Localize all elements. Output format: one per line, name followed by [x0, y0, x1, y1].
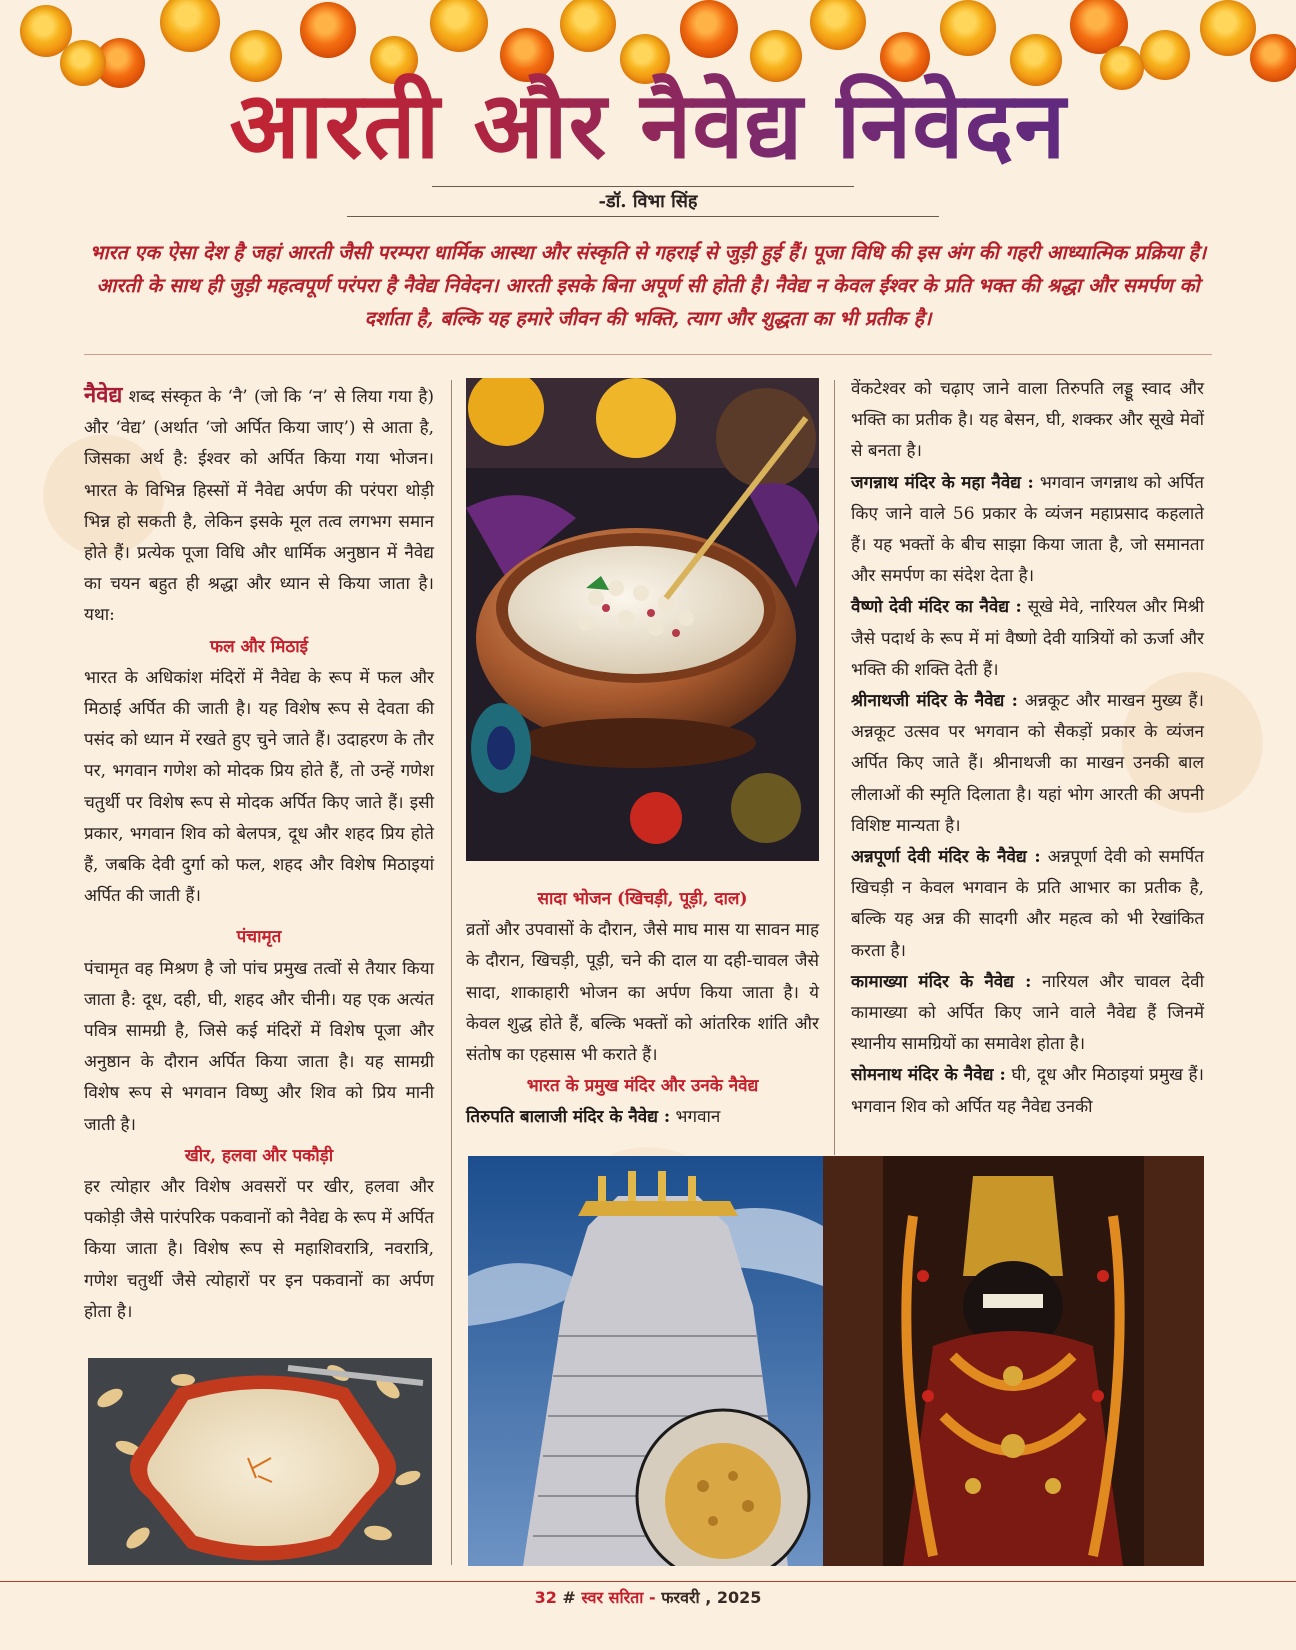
- magazine-name: स्वर सरिता: [581, 1588, 644, 1607]
- balaji-idol-image: [823, 1156, 1204, 1566]
- subheading-simple-food: सादा भोजन (खिचड़ी, पूड़ी, दाल): [537, 889, 748, 909]
- col2-paragraph-2: भगवान: [670, 1107, 721, 1128]
- marigold-flower: [810, 0, 866, 50]
- intro-rule: [84, 354, 1212, 355]
- drop-word: नैवेद्य: [84, 382, 123, 408]
- marigold-flower: [560, 0, 616, 52]
- column-1: [84, 380, 434, 1328]
- marigold-flower: [940, 0, 996, 56]
- col3-paragraph-6: नारियल और चावल देवी कामाख्या को अर्पित किए जाने वाले नैवेद्य हैं जिनमें स्थानीय सामग्रियों का समावेश होता है।: [851, 971, 1204, 1055]
- col3-paragraph-3: सूखे मेवे, नारियल और मिश्री जैसे पदार्थ के रूप में मां वैष्णो देवी यात्रियों को ऊर्जा और भक्ति की शक्ति देती हैं।: [851, 597, 1204, 680]
- page-title: आरती और नैवेद्य निवेदन: [0, 70, 1296, 180]
- marigold-flower: [300, 2, 356, 58]
- footer-hash: #: [556, 1588, 582, 1607]
- marigold-flower: [430, 0, 488, 52]
- col3-paragraph-2: भगवान जगन्नाथ को अर्पित किए जाने वाले 56 प्रकार के व्यंजन महाप्रसाद कहलाते हैं। यह भक्तों के बीच साझा किया जाता है, जो समानता और समर्पण का संदेश देता है।: [851, 472, 1205, 587]
- column-divider-left: [451, 380, 452, 1565]
- temple-gopuram-photo: [468, 1156, 823, 1566]
- footer-dash: -: [643, 1588, 662, 1607]
- col3-paragraph-5: अन्नपूर्णा देवी को समर्पित खिचड़ी न केवल भगवान के प्रति आभार का प्रतीक है, बल्कि यह अन्न की सादगी और महत्व को भी रेखांकित करता है।: [851, 847, 1204, 961]
- shrinathji-label: श्रीनाथजी मंदिर के नैवेद्य :: [851, 691, 1018, 712]
- somnath-label: सोमनाथ मंदिर के नैवेद्य :: [851, 1065, 1006, 1086]
- column-2: [466, 884, 819, 1134]
- vaishno-devi-label: वैष्णो देवी मंदिर का नैवेद्य :: [851, 597, 1022, 618]
- temple-gopuram-image: [468, 1156, 823, 1566]
- col1-paragraph-1: शब्द संस्कृत के ‘नै’ (जो कि ‘न’ से लिया गया है) और ‘वेद्य’ (अर्थात ‘जो अर्पित किया जाए’) से आता है, जिसका अर्थ है: ईश्वर को अर्पित किया गया भोजन। भारत के विभिन्न हिस्सों में नैवेद्य अर्पण की परंपरा थोड़ी भिन्न हो सकती है, लेकिन इसके मूल तत्व लगभग समान होते हैं। प्रत्येक पूजा विधि और धार्मिक अनुष्ठान में नैवेद्य का चयन बहुत ही श्रद्धा और ध्यान से किया जाता है। यथा:: [84, 387, 434, 626]
- column-divider-right: [834, 380, 835, 1155]
- subheading-fruits-sweets: फल और मिठाई: [209, 636, 308, 657]
- marigold-flower: [160, 0, 220, 52]
- marigold-flower: [1200, 0, 1256, 56]
- page-number: 32: [534, 1588, 557, 1607]
- kamakhya-label: कामाख्या मंदिर के नैवेद्य :: [851, 971, 1032, 992]
- jagannath-label: जगन्नाथ मंदिर के महा नैवेद्य :: [851, 472, 1034, 493]
- kheer-bowl-photo: [88, 1358, 432, 1565]
- tirupati-balaji-photo: [823, 1156, 1204, 1566]
- col3-paragraph-7: घी, दूध और मिठाइयां प्रमुख हैं। भगवान शिव को अर्पित यह नैवेद्य उनकी: [851, 1065, 1204, 1117]
- issue-date: फरवरी , 2025: [661, 1588, 762, 1607]
- col3-paragraph-4: अन्नकूट और माखन मुख्य हैं। अन्नकूट उत्सव पर भगवान को सैकड़ों प्रकार के व्यंजन अर्पित किए जाते हैं। श्रीनाथजी का माखन उनकी बाल लीलाओं की स्मृति दिलाता है। यहां भोग आरती की अपनी विशिष्ट मान्यता है।: [851, 691, 1204, 836]
- byline-rule-bottom: [347, 216, 939, 217]
- annapurna-label: अन्नपूर्णा देवी मंदिर के नैवेद्य :: [851, 847, 1041, 868]
- footer-rule: [0, 1581, 1296, 1582]
- column-3: [851, 374, 1204, 1123]
- subheading-major-temples: भारत के प्रमुख मंदिर और उनके नैवेद्य: [526, 1076, 759, 1097]
- intro-paragraph: भारत एक ऐसा देश है जहां आरती जैसी परम्परा धार्मिक आस्था और संस्कृति से गहराई से जुड़ी हुई हैं। पूजा विधि की इस अंग की गहरी आध्यात्मिक प्रक्रिया है। आरती के साथ ही जुड़ी महत्वपूर्ण परंपरा है नैवेद्य निवेदन। आरती इसके बिना अपूर्ण सी होती है। नैवेद्य न केवल ईश्वर के प्रति भक्त की श्रद्धा और समर्पण को दर्शाता है, बल्कि यह हमारे जीवन की भक्ति, त्याग और शुद्धता का भी प्रतीक है।: [89, 241, 1207, 330]
- author-byline: -डॉ. विभा सिंह: [598, 191, 698, 212]
- subheading-panchamrit: पंचामृत: [236, 927, 282, 948]
- kheer-bowl-image: [88, 1358, 432, 1565]
- col2-paragraph-1: व्रतों और उपवासों के दौरान, जैसे माघ मास या सावन माह के दौरान, खिचड़ी, पूड़ी, चने की दाल या दही-चावल जैसे सादा, शाकाहारी भोजन का अर्पण किया जाता है। ये केवल शुद्ध होते हैं, बल्कि भक्तों को आंतरिक शांति और संतोष का एहसास भी कराते हैं।: [466, 920, 819, 1066]
- col1-paragraph-2: भारत के अधिकांश मंदिरों में नैवेद्य के रूप में फल और मिठाई अर्पित की जाती है। यह विशेष रूप से देवता की पसंद को ध्यान में रखते हुए चुने जाते हैं। उदाहरण के तौर पर, भगवान गणेश को मोदक प्रिय होते हैं, तो उन्हें गणेश चतुर्थी पर विशेष रूप से मोदक अर्पित किए जाते हैं। इसी प्रकार, भगवान शिव को बेलपत्र, दूध और शहद प्रिय होते हैं, जबकि देवी दुर्गा को फल, शहद और विशेष मिठाइयां अर्पित की जाती हैं।: [84, 667, 434, 907]
- copper-bowl-kheer-photo: [466, 378, 819, 861]
- col1-paragraph-4: हर त्योहार और विशेष अवसरों पर खीर, हलवा और पकोड़ी जैसे पारंपरिक पकवानों को नैवेद्य के रूप में अर्पित किया जाता है। विशेष रूप से महाशिवरात्रि, नवरात्रि, गणेश चतुर्थी जैसे त्योहारों पर इन पकवानों का अर्पण होता है।: [84, 1177, 434, 1322]
- col1-paragraph-3: पंचामृत वह मिश्रण है जो पांच प्रमुख तत्वों से तैयार किया जाता है: दूध, दही, घी, शहद और चीनी। यह एक अत्यंत पवित्र सामग्री है, जिसे कई मंदिरों में विशेष पूजा और अनुष्ठान के दौरान अर्पित किया जाता है। यह सामग्री विशेष रूप से भगवान विष्णु और शिव को प्रिय मानी जाती है।: [84, 958, 434, 1135]
- byline-rule-top: [432, 186, 854, 187]
- page-footer: [0, 1586, 1296, 1608]
- col3-paragraph-1: वेंकटेश्वर को चढ़ाए जाने वाला तिरुपति लड्डू स्वाद और भक्ति का प्रतीक है। यह बेसन, घी, शक्कर और सूखे मेवों से बनता है।: [851, 379, 1204, 462]
- tirupati-label: तिरुपति बालाजी मंदिर के नैवेद्य :: [466, 1107, 671, 1128]
- copper-bowl-image: [466, 378, 819, 861]
- marigold-flower: [680, 0, 738, 58]
- subheading-kheer-halwa: खीर, हलवा और पकौड़ी: [184, 1145, 334, 1166]
